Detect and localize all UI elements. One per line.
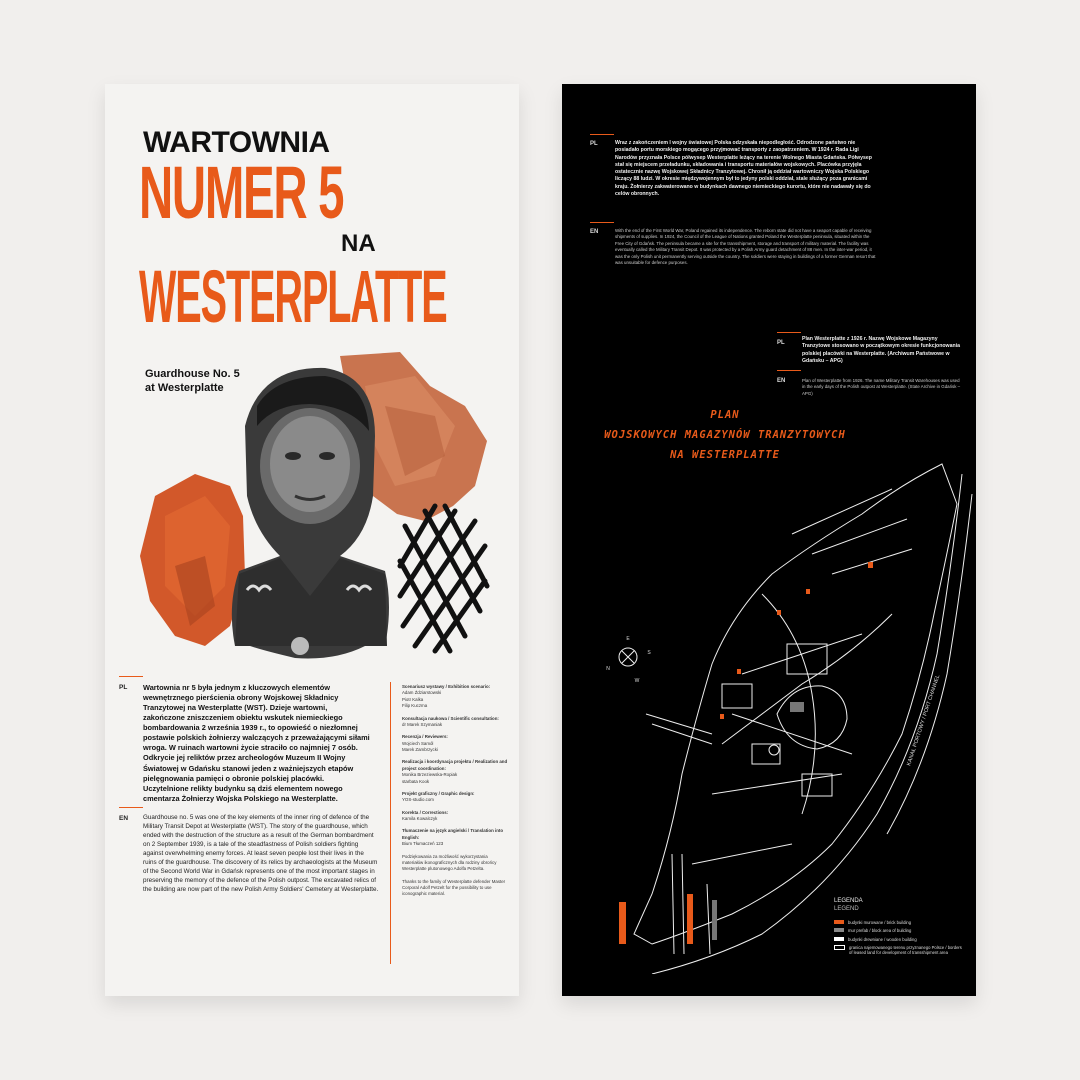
legend-swatch [834,945,845,950]
left-poster-panel [105,84,519,996]
right-en-tag: EN [590,229,599,235]
en-description: Guardhouse no. 5 was one of the key elements of the inner ring of defence of the Military Transit Depot at Westerplatte (WST). The story of the guardhouse, which ended with the destruction of the structure as a result of the German bombardment on 2 September 1939, is a tale of the steadfastness of Polish soldiers fighting against overwhelming enemy forces. At least seven people lost their lives in the ruins of the guardhouse. The discovery of its relics by archaeologists at the Museum of the Second World War in Gdańsk represents one of the most important stages in preserving the memory of the defence of the Polish outpost. The excavated relics of the building are now part of the new Polish Army Soldiers' Cemetery at Westerplatte. [143,814,379,893]
en-tag: EN [119,815,129,822]
legend-swatch [834,937,844,941]
title-westerplatte: WESTERPLATTE [139,255,447,338]
map-legend [834,898,964,956]
map-en-tag: EN [777,378,786,384]
black-lattice-graphic [400,506,487,651]
credit-block: Scenariusz wystawy / Exhibition scenario: Adam Ździarstowski Piotr Kalka Filip Kuczma [402,684,491,709]
westerplatte-map [562,414,976,974]
right-pl-tag: PL [590,141,598,147]
right-pl-tag-line [590,134,614,135]
credits-divider [390,682,391,964]
credit-block: Konsultacja naukowa / Scientific consultation: dr Marek Szymaniak [402,715,499,727]
map-en-caption: Plan of Westerplatte from 1926. The name Military Transit Warehouses was used in the early days of the Polish outpost at Westerplatte. (State Archive in Gdańsk – APG) [802,378,961,396]
compass-n: N [606,666,610,672]
credits-column [402,684,510,904]
title-wartownia: WARTOWNIA [143,126,330,159]
right-poster-panel [562,84,976,996]
en-tag-line [119,807,143,808]
credit-block: Realizacja i koordynacja projektu / Realization and project coordination: Monika Brzeziewska-Ropiak starbata Kook [402,759,508,784]
legend-swatch [834,928,844,932]
pl-description: Wartownia nr 5 była jednym z kluczowych elementów wewnętrznego pierścienia obrony Wojskowej Składnicy Tranzytowej na Westerplatte (WST). Dzieje wartowni, zakończone zniszczeniem obiektu wskutek niemieckiego bombardowania 2 września 1939 r., to opowieść o niezłomnej postawie polskich żołnierzy walczących z przeważającymi siłami wroga. W ruinach wartowni życie straciło co najmniej 7 osób. Odkrycie jej reliktów przez archeologów Muzeum II Wojny Światowej w Gdańsku stanowi jeden z ważniejszych etapów pielęgnowania pamięci o obronie polskiej placówki. Uczytelnione relikty budynku są dziś elementem nowego cmentarza Żołnierzy Wojska Polskiego na Westerplatte. [143,683,370,803]
legend-item: budynki drewniane / wooden building [834,937,964,942]
credit-block: Recenzja / Reviewers: Wojciech Samól Marek Zambrzycki [402,734,448,752]
thanks-pl: Podziękowania za możliwość wykorzystania materiałów ikonograficznych dla rodziny obrońcy Westerplatte plutonowego Adolfa Petzelta. [402,853,497,872]
legend-subtitle: LEGEND [834,905,859,912]
compass-e: E [626,636,630,642]
plan-title-line-1: PLAN [710,409,740,421]
legend-item: mur prefab / block area of building [834,928,964,933]
credit-block: Tłumaczenie na język angielski / Translation into English: Bium Tłumaczeń 123 [402,828,504,847]
compass-s: S [647,650,651,656]
thanks-en: Thanks to the family of Westerplatte defender Master Corporal Adolf Petzelt for the possibility to use iconographic material. [402,878,506,897]
channel-label: KANAŁ PORTOWY / PORT CHANNEL [906,674,942,767]
legend-item: budynki murowane / brick building [834,920,964,925]
legend-swatch [834,920,844,924]
subtitle-line-2: at Westerplatte [145,381,224,394]
right-en-text: With the end of the First World War, Poland regained its independence. The reborn state did not have a seaport capable of receiving shipments of supplies. In 1924, the Council of the League of Nations granted Poland the Westerplatte peninsula, situated within the Free City of Gdańsk. The peninsula became a site for the transshipment, storage and transport of military material. The facility was eventually called the Military Transit Depot. It was protected by a Polish Army guard detachment of 88 men. In the inter-war period, it was the only Polish unit permanently serving outside the country. The soldiers were staying in buildings of a former German resort that was unsuitable for defence purposes. [615,228,876,265]
pl-tag: PL [119,684,128,691]
brick-buildings [619,562,873,944]
compass-w: W [634,678,640,684]
portrait-collage [135,346,515,666]
title-na: NA [341,230,376,257]
right-pl-text: Wraz z zakończeniem I wojny światowej Polska odzyskała niepodległość. Odrodzone państwo nie posiadało portu morskiego mogącego przyjmować transporty z zaopatrzeniem. W 1924 r. Rada Ligi Narodów przyznała Polsce półwysep Westerplatte leżący na terenie Wolnego Miasta Gdańska. Półwysep stał się miejscem przeładunku, składowania i transportu materiałów wojskowych. Placówka przyjęła ostatecznie nazwę Wojskowej Składnicy Tranzytowej. Chronił ją oddział wartowniczy Wojska Polskiego liczący 88 ludzi. W okresie międzywojennym był to jedyny polski oddział, stale służący poza granicami kraju. Żołnierzy zakwaterowano w budynkach dawnego niemieckiego kurortu, które nie nadawały się do celów obronnych. [615,140,872,197]
legend-item: granica najemowanego terenu przyznanego Polsce / borders of leased land for development of transshipment area [834,945,964,956]
subtitle-line-1: Guardhouse No. 5 [145,368,240,380]
map-pl-caption: Plan Westerplatte z 1926 r. Nazwę Wojskowe Magazyny Tranzytowe stosowano w początkowym okresie funkcjonowania polskiej placówki na Westerplatte. (Archiwum Państwowe w Gdańsku – APG) [802,336,960,364]
title-numer-5: NUMER 5 [139,151,344,234]
legend-title: LEGENDA [834,898,863,904]
map-en-tag-line [777,370,801,371]
credit-block: Projekt graficzny / Graphic design: YOS-studio.com [402,790,475,803]
map-pl-tag: PL [777,340,785,346]
map-pl-tag-line [777,332,801,333]
right-en-tag-line [590,222,614,223]
pl-tag-line [119,676,143,677]
credit-block: Korekta / Corrections: Kamila Kowalczyk [402,809,449,821]
plan-title-line-3: NA WESTERPLATTE [670,448,780,461]
plan-title-line-2: WOJSKOWYCH MAGAZYNÓW TRANZYTOWYCH [604,428,846,441]
